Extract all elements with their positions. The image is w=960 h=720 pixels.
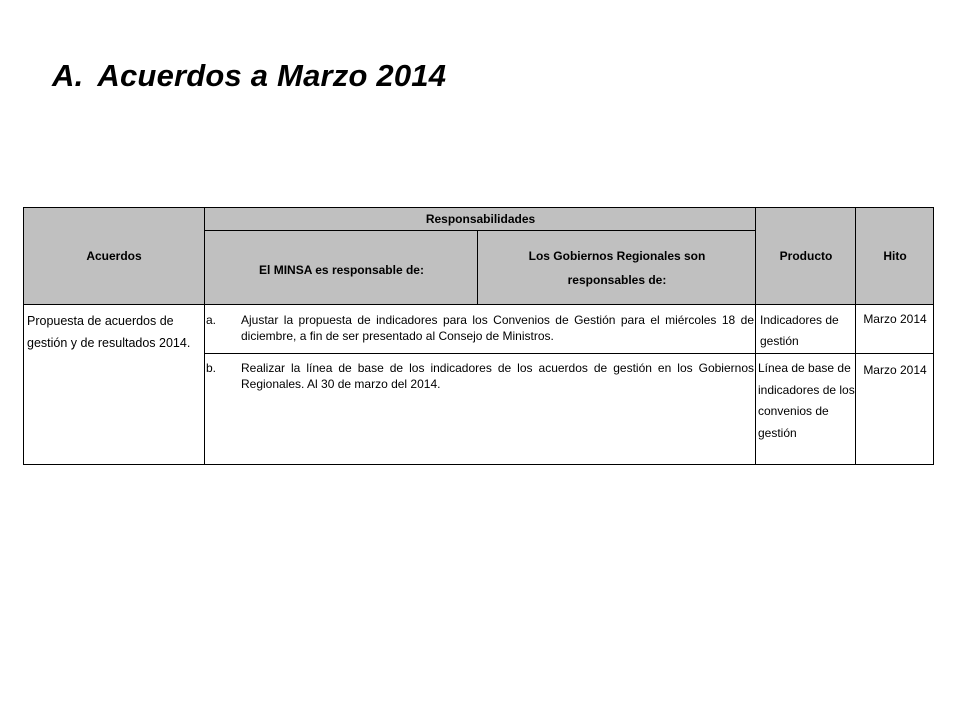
- divider-acuerdos: [204, 207, 205, 465]
- divider-header: [23, 304, 934, 305]
- header-producto-label: Producto: [779, 248, 833, 263]
- border-left: [23, 207, 24, 465]
- row-b-text: Realizar la línea de base de los indicadores de los acuerdos de gestión en los Gobiernos Regionales. Al 30 de marzo del 2014.: [241, 361, 754, 391]
- header-minsa: [205, 231, 478, 305]
- title-text: Acuerdos a Marzo 2014: [97, 58, 447, 93]
- row-b-hito: [856, 362, 934, 378]
- header-responsabilidades-label: Responsabilidades: [425, 211, 536, 226]
- acuerdo-text: Propuesta de acuerdos de gestión y de resultados 2014.: [27, 314, 191, 350]
- border-top: [23, 207, 934, 208]
- divider-producto: [755, 207, 756, 465]
- border-bottom: [23, 464, 934, 465]
- header-acuerdos-label: Acuerdos: [86, 248, 142, 263]
- divider-rows: [205, 353, 934, 354]
- divider-minsa-gobiernos: [477, 231, 478, 305]
- acuerdos-table: [23, 207, 934, 465]
- border-right: [933, 207, 934, 465]
- header-acuerdos: [23, 207, 205, 305]
- header-gobiernos-label: Los Gobiernos Regionales son responsables de:: [528, 249, 706, 287]
- header-responsabilidades: [205, 207, 756, 231]
- row-a-producto-text: Indicadores de gestión: [760, 313, 839, 348]
- header-hito-label: Hito: [883, 248, 907, 263]
- row-a-hito-text: Marzo 2014: [863, 312, 927, 326]
- header-minsa-label: El MINSA es responsable de:: [259, 262, 424, 277]
- row-b-producto: [756, 358, 856, 444]
- acuerdo-cell: [27, 310, 203, 354]
- header-hito: [856, 207, 934, 305]
- header-gobiernos: [478, 231, 756, 305]
- header-producto: [756, 207, 856, 305]
- row-a-text: Ajustar la propuesta de indicadores para los Convenios de Gestión para el miércoles 18 de diciembre, a fin de ser presentado al Consejo de Ministros.: [241, 313, 754, 343]
- title-marker: A.: [52, 58, 84, 93]
- row-b-producto-text: Línea de base de indicadores de los convenios de gestión: [758, 361, 855, 440]
- row-a-producto: [756, 310, 856, 352]
- slide-title: [52, 58, 446, 94]
- divider-hito: [855, 207, 856, 465]
- divider-responsabilidades: [205, 230, 756, 231]
- row-a-hito: [856, 311, 934, 327]
- row-b-letter: b.: [206, 361, 217, 375]
- row-a-letter: a.: [206, 313, 217, 327]
- row-b-hito-text: Marzo 2014: [863, 363, 927, 377]
